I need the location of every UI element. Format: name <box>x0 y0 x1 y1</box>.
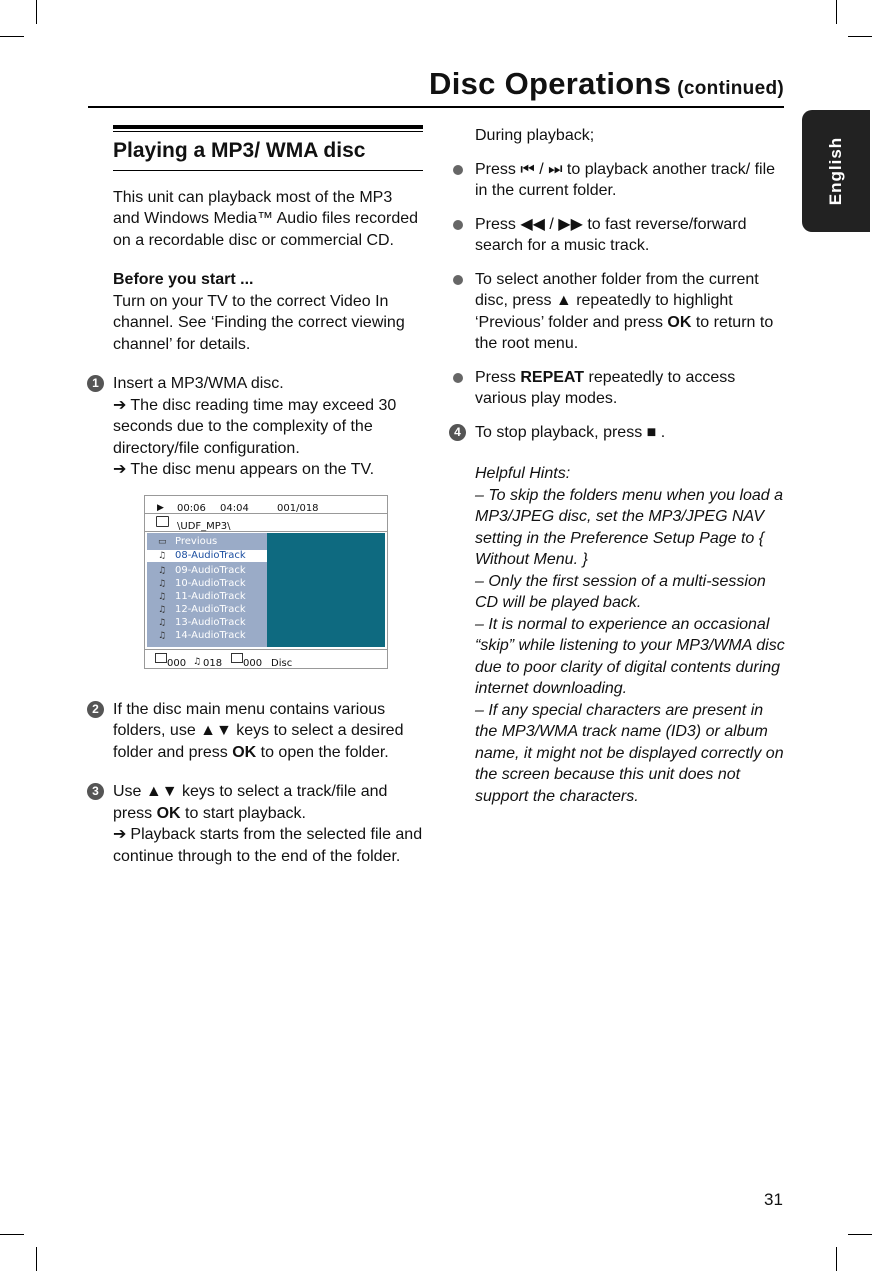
right-column <box>454 125 787 807</box>
crop-mark <box>836 1247 837 1271</box>
section-title: Playing a MP3/ WMA disc <box>113 139 366 162</box>
folder-path: \UDF_MP3\ <box>177 520 231 532</box>
music-note-icon: ♫ <box>158 565 167 576</box>
step-number: 3 <box>87 783 104 800</box>
bullet-item <box>475 214 787 257</box>
language-tab-label: English <box>826 136 845 206</box>
step-3 <box>92 781 423 867</box>
bullet-text: Press ⏮ / ⏭ to playback another track/ file in the current folder. <box>475 160 776 199</box>
tv-track-list <box>147 533 267 647</box>
step-result <box>113 459 423 481</box>
list-item[interactable]: ♫ 10-AudioTrack <box>158 577 246 589</box>
language-tab <box>802 110 870 232</box>
play-icon: ▶ <box>157 502 164 513</box>
step-number: 4 <box>449 424 466 441</box>
list-item[interactable]: ♫ 09-AudioTrack <box>158 564 246 576</box>
crop-mark <box>36 0 37 24</box>
audio-count: 018 <box>203 657 223 669</box>
bullet-text: Press ◀◀ / ▶▶ to fast reverse/forward search for a music track. <box>475 215 747 254</box>
crop-mark <box>836 0 837 24</box>
result-text: The disc menu appears on the TV. <box>130 461 375 478</box>
bullet-item <box>475 367 787 410</box>
page-number: 31 <box>764 1190 783 1209</box>
music-note-icon: ♫ <box>158 617 167 628</box>
list-item[interactable]: ♫ 13-AudioTrack <box>158 616 246 628</box>
bullet-item <box>475 159 787 202</box>
music-note-icon: ♫ <box>158 578 167 589</box>
before-heading: Before you start ... <box>113 271 254 288</box>
during-playback-label: During playback; <box>475 127 595 144</box>
video-count: 000 <box>243 657 263 669</box>
bullet-icon <box>453 220 463 230</box>
result-text: The disc reading time may exceed 30 seconds due to the complexity of the directory/file configuration. <box>113 396 397 457</box>
list-item[interactable]: ▭ Previous <box>158 535 218 547</box>
header-rule <box>88 106 784 108</box>
section-rule <box>113 170 423 171</box>
section-rule <box>113 131 423 132</box>
source-label: Disc <box>271 657 293 669</box>
folder-icon: ▭ <box>158 536 167 547</box>
section-rule <box>113 125 423 129</box>
left-column <box>92 125 423 867</box>
intro-text: This unit can playback most of the MP3 and Windows Media™ Audio files recorded on a recordable disc or commercial CD. <box>113 188 419 249</box>
bullet-text: To select another folder from the current disc, press ▲ repeatedly to highlight ‘Previous’ folder and press OK to return to the root menu. <box>475 270 774 352</box>
bullet-text: Press REPEAT repeatedly to access various play modes. <box>475 368 736 407</box>
arrow-icon: ➔ <box>113 461 127 478</box>
before-text: Turn on your TV to the correct Video In channel. See ‘Finding the correct viewing channel’ for details. <box>113 292 405 353</box>
music-note-icon: ♫ <box>158 604 167 615</box>
step-4 <box>454 422 787 444</box>
step-result <box>113 395 423 460</box>
arrow-icon: ➔ <box>113 826 127 843</box>
music-note-icon: ♫ <box>158 550 167 561</box>
crop-mark <box>0 1234 24 1235</box>
crop-mark <box>0 36 24 37</box>
list-item-selected[interactable]: ♫ 08-AudioTrack <box>147 550 267 562</box>
crop-mark <box>848 1234 872 1235</box>
hint-item: – To skip the folders menu when you load a MP3/JPEG disc, set the MP3/JPEG NAV setting in the Preference Setup Page to { Without Menu. } <box>475 486 784 568</box>
music-note-icon: ♫ <box>193 656 202 667</box>
step-number: 2 <box>87 701 104 718</box>
tv-status-bar <box>145 496 387 514</box>
crop-mark <box>36 1247 37 1271</box>
tv-footer-bar <box>145 649 387 668</box>
step-2 <box>92 699 423 764</box>
music-note-icon: ♫ <box>158 630 167 641</box>
hints-title: Helpful Hints: <box>475 465 571 482</box>
step-text: Insert a MP3/WMA disc. <box>113 375 284 392</box>
picture-count: 000 <box>167 657 187 669</box>
elapsed-time: 00:06 <box>177 502 206 514</box>
bullet-icon <box>453 275 463 285</box>
step-result <box>113 824 423 867</box>
tv-preview-panel <box>267 533 385 647</box>
video-icon <box>231 653 243 663</box>
step-text: If the disc main menu contains various folders, use ▲▼ keys to select a desired folder and press OK to open the folder. <box>113 700 404 761</box>
page-header <box>429 66 784 102</box>
track-count: 001/018 <box>277 502 319 514</box>
arrow-icon: ➔ <box>113 396 127 414</box>
step-text: Use ▲▼ keys to select a track/file and press OK to start playback. <box>113 783 388 822</box>
folder-icon <box>156 516 169 527</box>
header-continued: (continued) <box>677 78 784 99</box>
helpful-hints <box>475 463 787 807</box>
music-note-icon: ♫ <box>158 591 167 602</box>
picture-icon <box>155 653 167 663</box>
step-1 <box>92 373 423 481</box>
bullet-item <box>475 269 787 355</box>
step-text: To stop playback, press ■ . <box>475 423 666 441</box>
hint-item: – If any special characters are present in the MP3/WMA track name (ID3) or album name, it might not be displayed correctly on the screen because this unit does not support the characters. <box>475 701 784 805</box>
result-text: Playback starts from the selected file and continue through to the end of the folder. <box>113 826 423 865</box>
list-item[interactable]: ♫ 14-AudioTrack <box>158 629 246 641</box>
hint-item: – Only the first session of a multi-session CD will be played back. <box>475 572 766 611</box>
list-item[interactable]: ♫ 12-AudioTrack <box>158 603 246 615</box>
list-item[interactable]: ♫ 11-AudioTrack <box>158 590 246 602</box>
total-time: 04:04 <box>220 502 249 514</box>
bullet-icon <box>453 165 463 175</box>
tv-disc-menu <box>144 495 388 669</box>
step-number: 1 <box>87 375 104 392</box>
bullet-icon <box>453 373 463 383</box>
tv-path-bar <box>145 514 387 532</box>
hint-item: – It is normal to experience an occasional “skip” while listening to your MP3/WMA disc due to poor clarity of digital contents during internet downloading. <box>475 615 785 697</box>
crop-mark <box>848 36 872 37</box>
header-title: Disc Operations <box>429 66 672 101</box>
